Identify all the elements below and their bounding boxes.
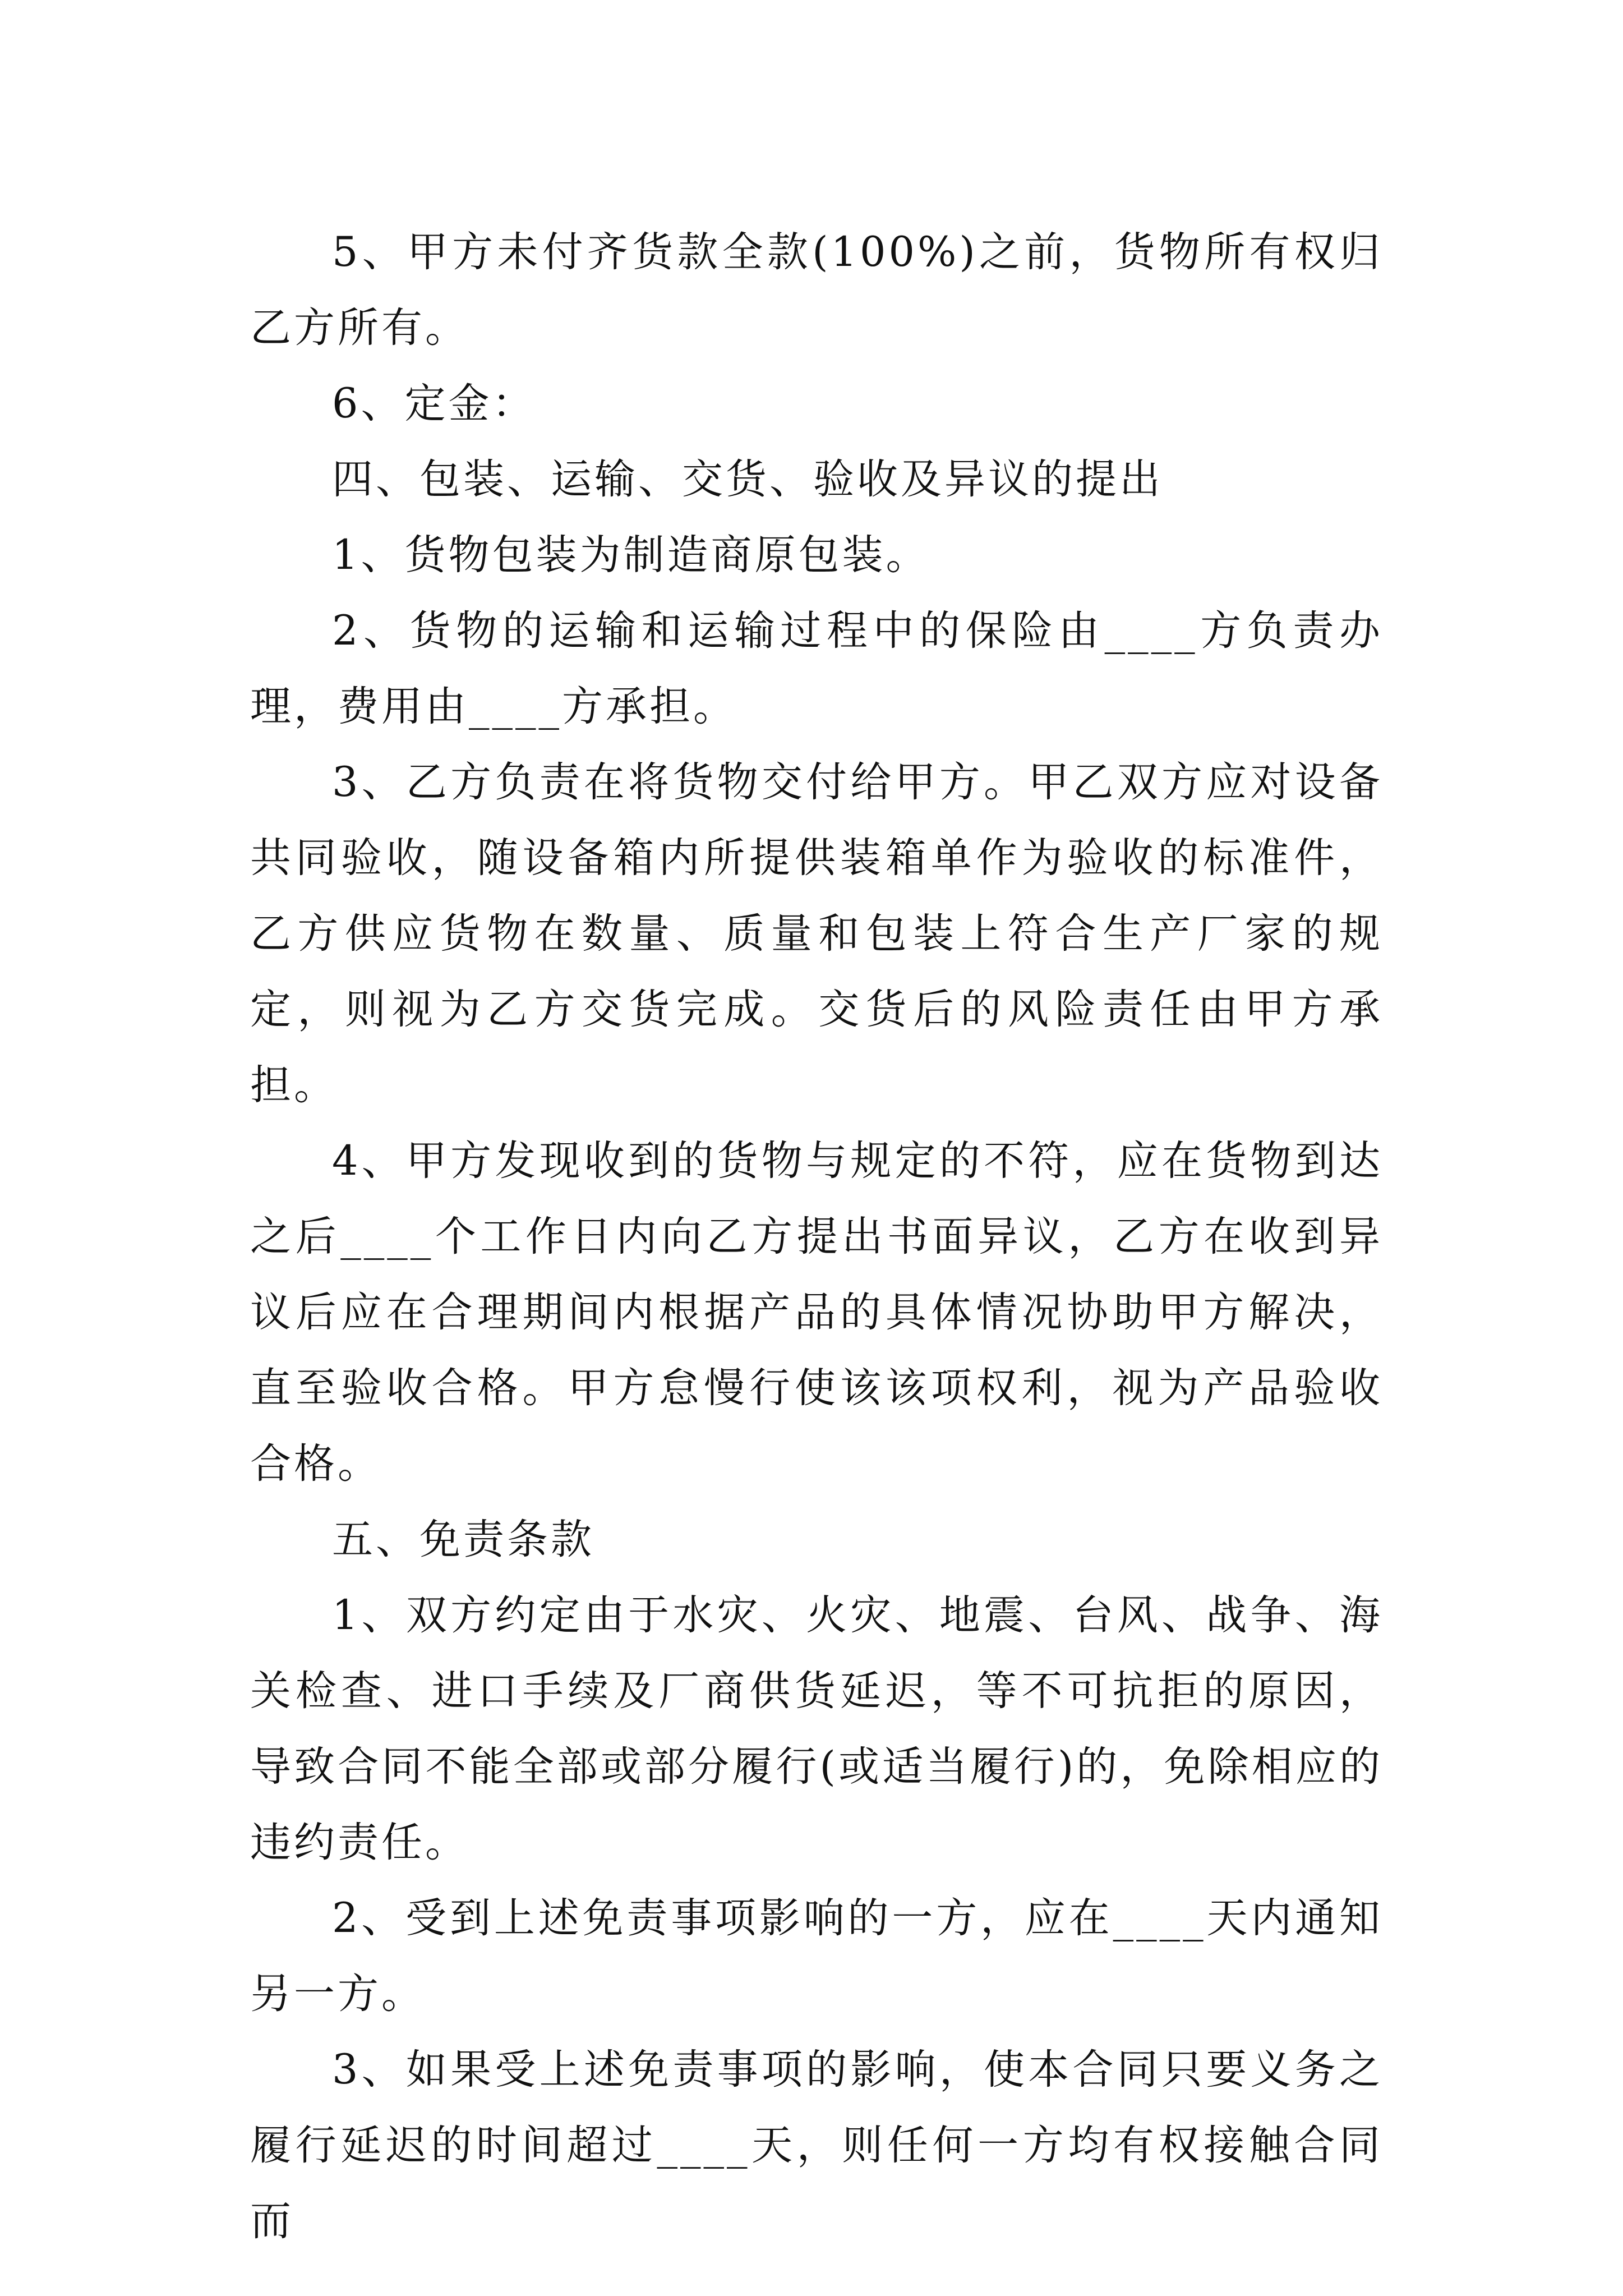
- paragraph-termination: 3、如果受上述免责事项的影响，使本合同只要义务之履行延迟的时间超过____天，则任何一方均有权接触合同而: [250, 2046, 1383, 2245]
- paragraph-force-majeure: 1、双方约定由于水灾、火灾、地震、台风、战争、海关检查、进口手续及厂商供货延迟，等不可抗拒的原因，导致合同不能全部或部分履行(或适当履行)的，免除相应的违约责任。: [250, 1591, 1383, 1866]
- section-heading-exemption: 五、免责条款: [332, 1516, 594, 1563]
- document-body: [250, 214, 1383, 2259]
- section-heading-packaging: 四、包装、运输、交货、验收及异议的提出: [332, 455, 1163, 503]
- paragraph-packaging: 1、货物包装为制造商原包装。: [332, 531, 930, 579]
- paragraph-objection: 4、甲方发现收到的货物与规定的不符，应在货物到达之后____个工作日内向乙方提出书面异议，乙方在收到异议后应在合理期间内根据产品的具体情况协助甲方解决，直至验收合格。甲方怠慢行使该该项权利，视为产品验收合格。: [250, 1137, 1383, 1488]
- paragraph-ownership: 5、甲方未付齐货款全款(100%)之前，货物所有权归乙方所有。: [250, 228, 1383, 352]
- paragraph-deposit: 6、定金：: [332, 380, 536, 427]
- paragraph-delivery: 3、乙方负责在将货物交付给甲方。甲乙双方应对设备共同验收，随设备箱内所提供装箱单作为验收的标准件，乙方供应货物在数量、质量和包装上符合生产厂家的规定，则视为乙方交货完成。交货后的风险责任由甲方承担。: [250, 758, 1383, 1109]
- paragraph-transport: 2、货物的运输和运输过程中的保险由____方负责办理，费用由____方承担。: [250, 607, 1383, 730]
- paragraph-notice: 2、受到上述免责事项影响的一方，应在____天内通知另一方。: [250, 1894, 1383, 2018]
